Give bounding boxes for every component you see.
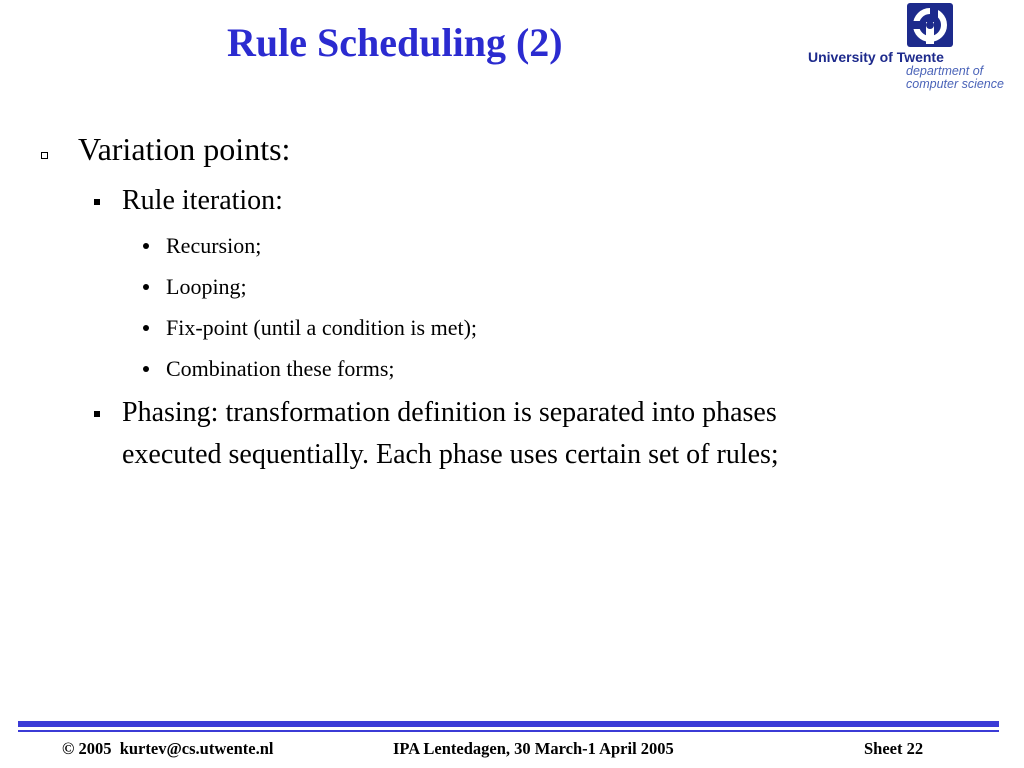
dot-bullet-icon [143,325,149,331]
bullet-phasing-line-2: executed sequentially. Each phase uses certain set of rules; [122,439,779,470]
university-emblem-icon [906,2,954,48]
bullet-variation-points: Variation points: [78,131,291,167]
department-line-2: computer science [906,77,1004,91]
list-item: Recursion; [166,233,262,258]
department-line-1: department of [906,64,984,78]
footer-sheet-number: Sheet 22 [864,739,924,758]
dot-bullet-icon [143,243,149,249]
dot-bullet-icon [143,284,149,290]
square-bullet-icon [94,199,100,205]
square-bullet-icon [94,411,100,417]
footer-divider-thick [18,721,999,727]
bullet-rule-iteration: Rule iteration: [122,185,283,216]
bullet-phasing-line-1: Phasing: transformation definition is separated into phases [122,397,777,428]
university-logo [800,2,1022,98]
footer-event: IPA Lentedagen, 30 March-1 April 2005 [393,739,674,758]
list-item: Fix-point (until a condition is met); [166,315,478,340]
footer-divider-thin [18,730,999,732]
department-name [906,65,1004,91]
list-item: Combination these forms; [166,356,395,381]
dot-bullet-icon [143,366,149,372]
slide-title: Rule Scheduling (2) [227,20,563,65]
hollow-square-bullet-icon [41,152,48,159]
university-name: University of Twente [808,49,944,65]
list-item: Looping; [166,274,247,299]
footer-copyright: © 2005 kurtev@cs.utwente.nl [62,739,274,758]
